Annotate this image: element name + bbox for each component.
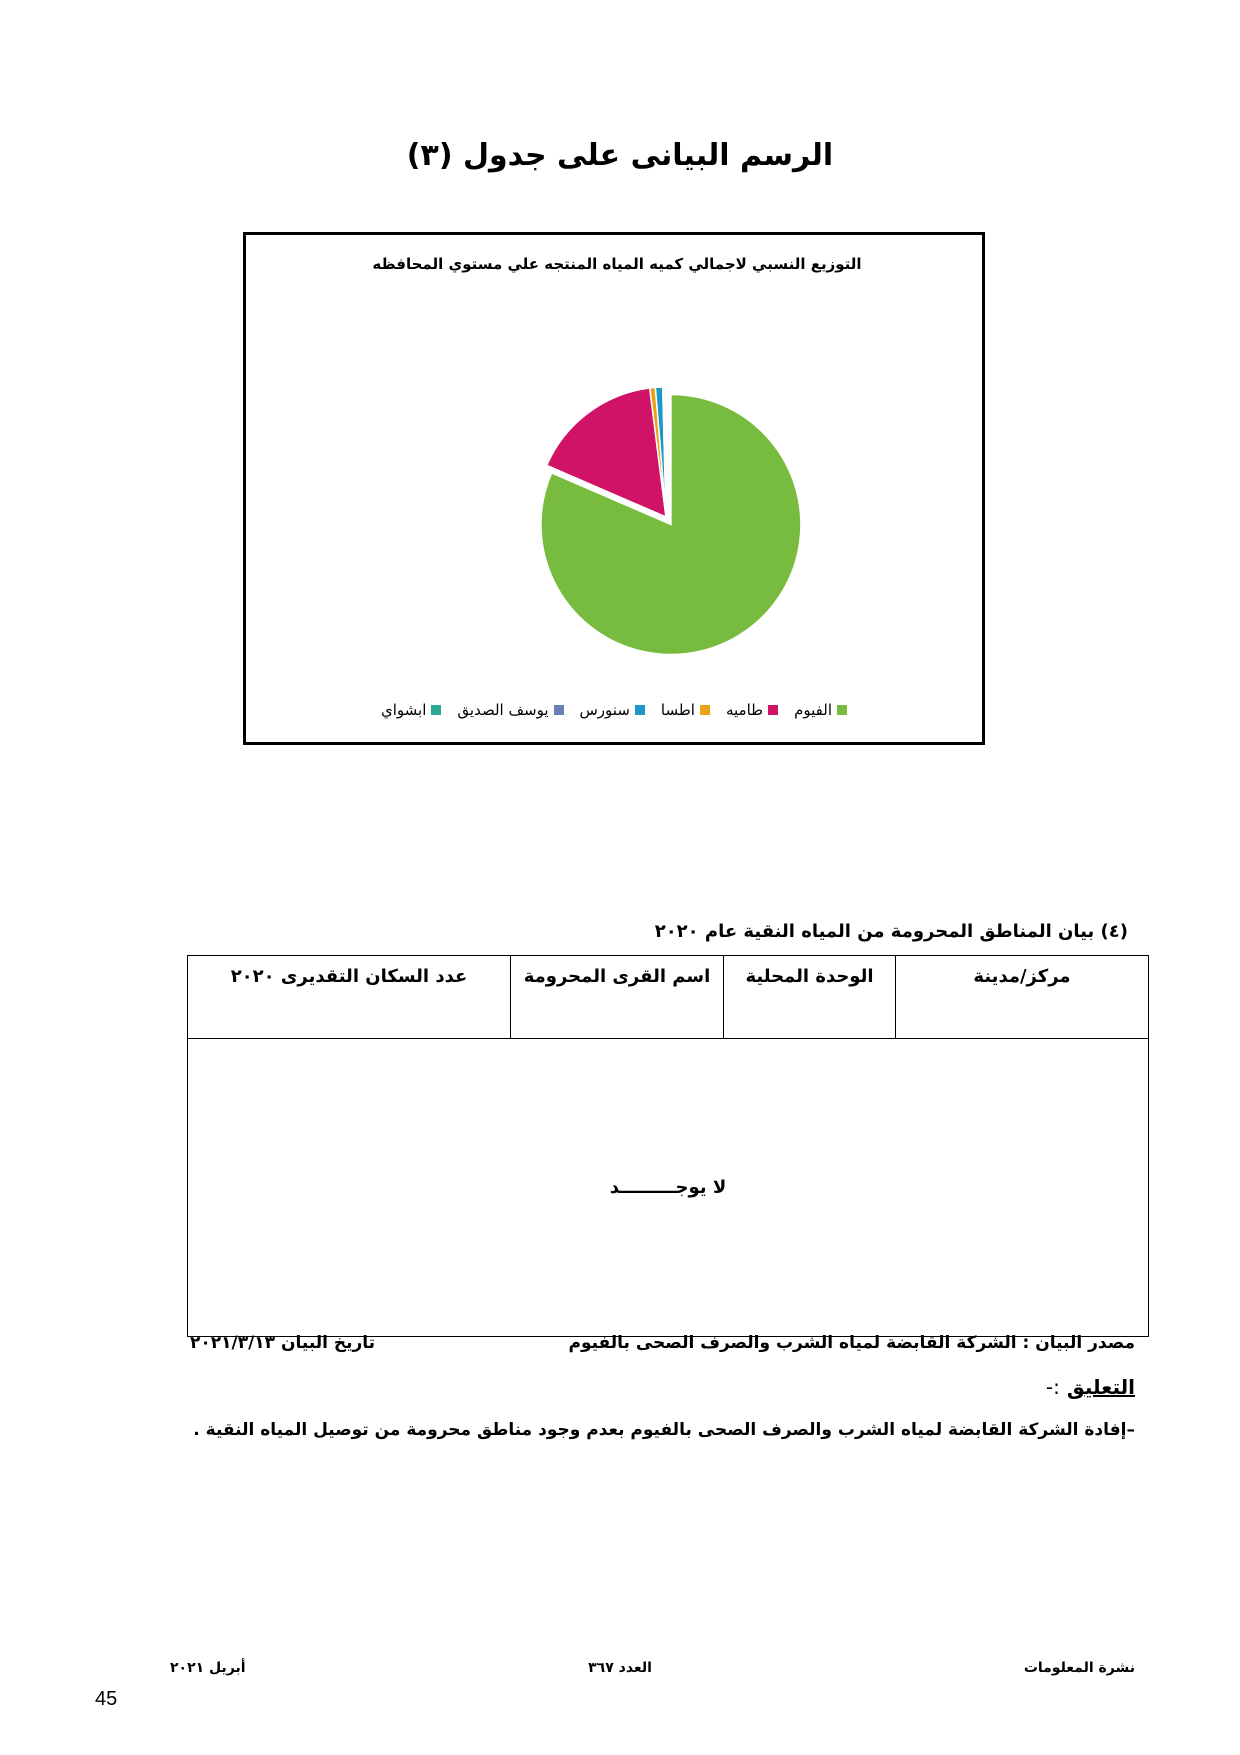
legend-item xyxy=(726,701,778,719)
data-source: مصدر البيان : الشركة القابضة لمياه الشرب والصرف الصحى بالفيوم xyxy=(568,1333,1135,1353)
pie-chart xyxy=(246,235,982,742)
legend-item xyxy=(457,701,563,719)
deprived-areas-table xyxy=(187,955,1149,1337)
legend-swatch xyxy=(768,705,778,715)
legend-swatch xyxy=(431,705,441,715)
footer-publication: نشرة المعلومات xyxy=(1023,1660,1135,1676)
table-header-cell: الوحدة المحلية xyxy=(724,956,896,1039)
footer-issue: العدد ٣٦٧ xyxy=(588,1660,652,1676)
legend-item xyxy=(794,701,847,719)
comment-heading-suffix: :- xyxy=(1045,1375,1060,1399)
legend-item xyxy=(580,701,645,719)
page-title: الرسم البيانى على جدول (٣) xyxy=(406,138,834,173)
comment-text: –إفادة الشركة القابضة لمياه الشرب والصرف الصحى بالفيوم بعدم وجود مناطق محرومة من توصيل المياه النقية . xyxy=(193,1420,1135,1440)
legend-swatch xyxy=(554,705,564,715)
legend-label: اطسا xyxy=(660,701,695,719)
legend-swatch xyxy=(700,705,710,715)
legend-label: يوسف الصديق xyxy=(457,701,549,719)
page-number: 45 xyxy=(95,1688,118,1710)
chart-legend xyxy=(246,701,982,719)
section-heading: (٤) بيان المناطق المحرومة من المياه النقية عام ٢٠٢٠ xyxy=(654,921,1128,942)
table-header-row xyxy=(188,956,1149,1039)
comment-heading-label: التعليق xyxy=(1066,1375,1135,1399)
footer-date: أبريل ٢٠٢١ xyxy=(170,1660,246,1676)
legend-label: الفيوم xyxy=(794,701,832,719)
table-empty-note: لا يوجـــــــــد xyxy=(188,1039,1149,1337)
legend-label: طاميه xyxy=(725,701,764,719)
legend-swatch xyxy=(837,705,847,715)
chart-title: التوزيع النسبي لاجمالي كميه المياه المنتجه علي مستوي المحافظه xyxy=(372,255,862,273)
legend-item xyxy=(381,701,441,719)
legend-label: ابشواي xyxy=(381,701,427,719)
legend-swatch xyxy=(635,705,645,715)
table-header-cell: مركز/مدينة xyxy=(896,956,1149,1039)
data-date: تاريخ البيان ٢٠٢١/٣/١٣ xyxy=(190,1333,376,1353)
table-header-cell: عدد السكان التقديرى ٢٠٢٠ xyxy=(188,956,511,1039)
table-header-cell: اسم القرى المحرومة xyxy=(511,956,724,1039)
table-row xyxy=(188,1039,1149,1337)
legend-item xyxy=(661,701,710,719)
chart-frame xyxy=(243,232,985,745)
comment-heading xyxy=(1046,1375,1135,1399)
legend-label: سنورس xyxy=(579,701,630,719)
